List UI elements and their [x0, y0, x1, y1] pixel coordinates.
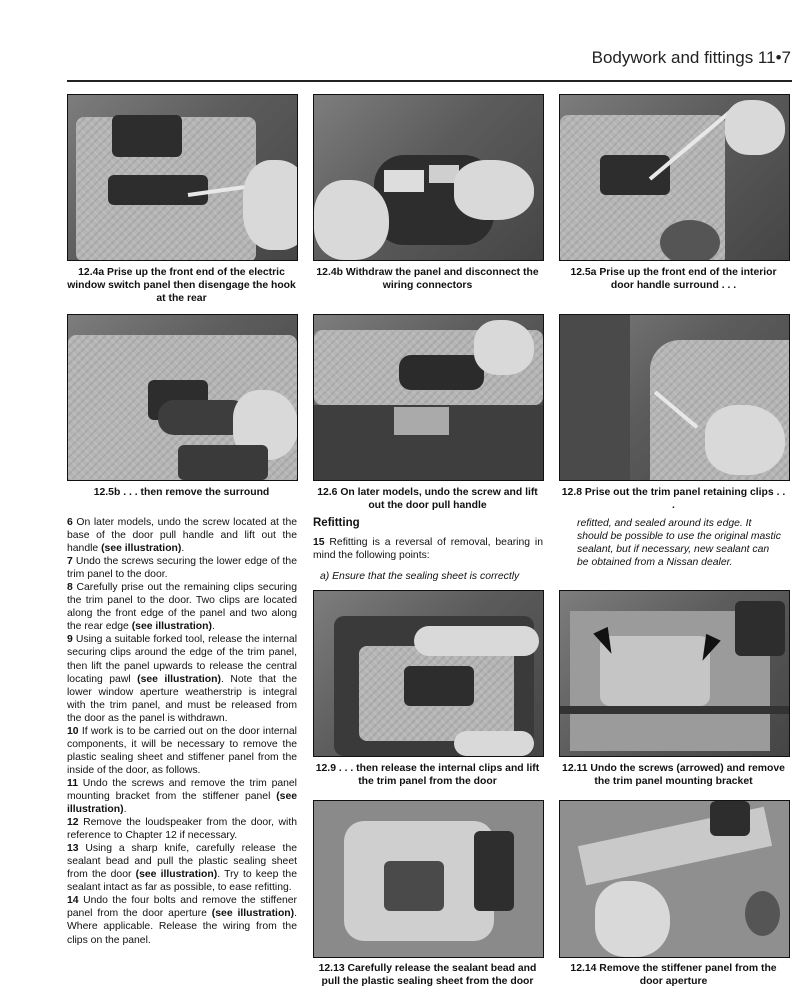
photo-12-6	[313, 314, 544, 481]
caption-12-8: 12.8 Prise out the trim panel retaining clips . . .	[561, 487, 786, 511]
list-item-a: a) Ensure that the sealing sheet is correctly	[320, 571, 520, 582]
photo-12-4a	[67, 94, 298, 261]
paragraph-11: 11 Undo the screws and remove the trim panel mounting bracket from the stiffener panel (see illustration).	[67, 777, 297, 816]
paragraph-9: 9 Using a suitable forked tool, release the internal securing clips around the edge of the trim panel, then lift the panel upwards to release the central locating pawl (see illustration). Note that the lower window aperture weatherstrip is integral with the trim panel, and must be released from the door as the panel is withdrawn.	[67, 634, 297, 724]
header-rule	[67, 80, 792, 82]
paragraph-8: 8 Carefully prise out the remaining clips securing the trim panel to the door. Two clips are located along the front edge of the panel and two along the rear edge (see illustration).	[67, 582, 297, 633]
photo-12-13	[313, 800, 544, 958]
paragraph-15: 15 Refitting is a reversal of removal, bearing in mind the following points:	[313, 537, 543, 562]
page-header	[0, 0, 800, 84]
left-text-column	[67, 516, 297, 947]
section-heading-refitting: Refitting	[313, 517, 360, 529]
paragraph-7: 7 Undo the screws securing the lower edge of the trim panel to the door.	[67, 556, 297, 581]
list-item-a-continuation: refitted, and sealed around its edge. It should be possible to use the original mastic sealant, but if necessary, new sealant can be obtained from a Nissan dealer.	[577, 518, 781, 569]
paragraph-13: 13 Using a sharp knife, carefully release the sealant bead and pull the plastic sealing sheet from the door (see illustration). Try to keep the sealant intact as far as possible, to ease refitting.	[67, 843, 297, 894]
photo-12-14	[559, 800, 790, 958]
caption-12-11: 12.11 Undo the screws (arrowed) and remove the trim panel mounting bracket	[562, 763, 785, 787]
caption-12-5a: 12.5a Prise up the front end of the interior door handle surround . . .	[570, 267, 777, 291]
paragraph-10: 10 If work is to be carried out on the door internal components, it will be necessary to remove the plastic sealing sheet and stiffener panel from the inside of the door, as follows.	[67, 725, 297, 776]
caption-12-4a: 12.4a Prise up the front end of the electric window switch panel then disengage the hook at the rear	[67, 267, 296, 304]
photo-12-11	[559, 590, 790, 757]
running-title: Bodywork and fittings 11•7	[591, 48, 791, 67]
caption-12-4b: 12.4b Withdraw the panel and disconnect the wiring connectors	[316, 267, 539, 291]
caption-12-13: 12.13 Carefully release the sealant bead and pull the plastic sealing sheet from the door	[318, 963, 537, 987]
paragraph-6: 6 On later models, undo the screw located at the base of the door pull handle and lift out the handle (see illustration).	[67, 517, 297, 555]
paragraph-12: 12 Remove the loudspeaker from the door, with reference to Chapter 12 if necessary.	[67, 817, 297, 842]
photo-12-5a	[559, 94, 790, 261]
caption-12-6: 12.6 On later models, undo the screw and lift out the door pull handle	[317, 487, 538, 511]
photo-12-9	[313, 590, 544, 757]
caption-12-5b: 12.5b . . . then remove the surround	[93, 487, 270, 498]
photo-12-8	[559, 314, 790, 481]
paragraph-14: 14 Undo the four bolts and remove the stiffener panel from the door aperture (see illustration). Where applicable. Release the wiring from the clips on the panel.	[67, 895, 297, 946]
caption-12-9: 12.9 . . . then release the internal clips and lift the trim panel from the door	[315, 763, 540, 787]
photo-12-4b	[313, 94, 544, 261]
photo-12-5b	[67, 314, 298, 481]
caption-12-14: 12.14 Remove the stiffener panel from the door aperture	[570, 963, 777, 987]
